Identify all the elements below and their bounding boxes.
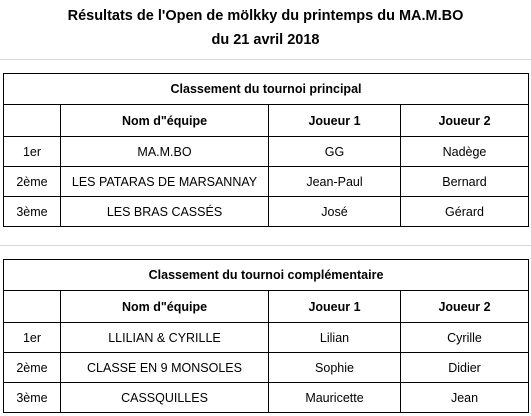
table-row [4,197,529,227]
player1-cell: Mauricette [269,383,401,413]
sheet-gridline [0,59,531,60]
player1-cell: José [269,197,401,227]
team-cell: LLILIAN & CYRILLE [61,323,269,353]
column-header-team: Nom d"équipe [61,105,269,137]
player2-cell: Nadège [401,137,529,167]
rank-cell: 3ème [4,383,61,413]
player2-cell: Bernard [401,167,529,197]
player2-cell: Cyrille [401,323,529,353]
table-row [4,323,529,353]
sheet-gridline [0,245,531,246]
column-header-player1: Joueur 1 [269,105,401,137]
column-header-player2: Joueur 2 [401,291,529,323]
column-header-rank [4,291,61,323]
table-heading: Classement du tournoi principal [4,74,529,105]
column-header-player1: Joueur 1 [269,291,401,323]
column-header-team: Nom d"équipe [61,291,269,323]
team-cell: MA.M.BO [61,137,269,167]
table-row [4,353,529,383]
complementary-tournament-table [3,259,529,413]
rank-cell: 3ème [4,197,61,227]
page-title: Résultats de l'Open de mölkky du printemps du MA.M.BO [67,8,464,24]
column-header-rank [4,105,61,137]
team-cell: CASSQUILLES [61,383,269,413]
player1-cell: Sophie [269,353,401,383]
rank-cell: 2ème [4,353,61,383]
main-tournament-table [3,73,529,227]
rank-cell: 2ème [4,167,61,197]
team-cell: LES BRAS CASSÉS [61,197,269,227]
column-header-player2: Joueur 2 [401,105,529,137]
team-cell: LES PATARAS DE MARSANNAY [61,167,269,197]
player2-cell: Jean [401,383,529,413]
player1-cell: GG [269,137,401,167]
team-cell: CLASSE EN 9 MONSOLES [61,353,269,383]
player1-cell: Jean-Paul [269,167,401,197]
table-row [4,137,529,167]
rank-cell: 1er [4,137,61,167]
rank-cell: 1er [4,323,61,353]
player2-cell: Didier [401,353,529,383]
table-heading: Classement du tournoi complémentaire [4,260,529,291]
table-row [4,167,529,197]
player2-cell: Gérard [401,197,529,227]
page-subtitle-date: du 21 avril 2018 [211,32,320,48]
player1-cell: Lilian [269,323,401,353]
table-row [4,383,529,413]
